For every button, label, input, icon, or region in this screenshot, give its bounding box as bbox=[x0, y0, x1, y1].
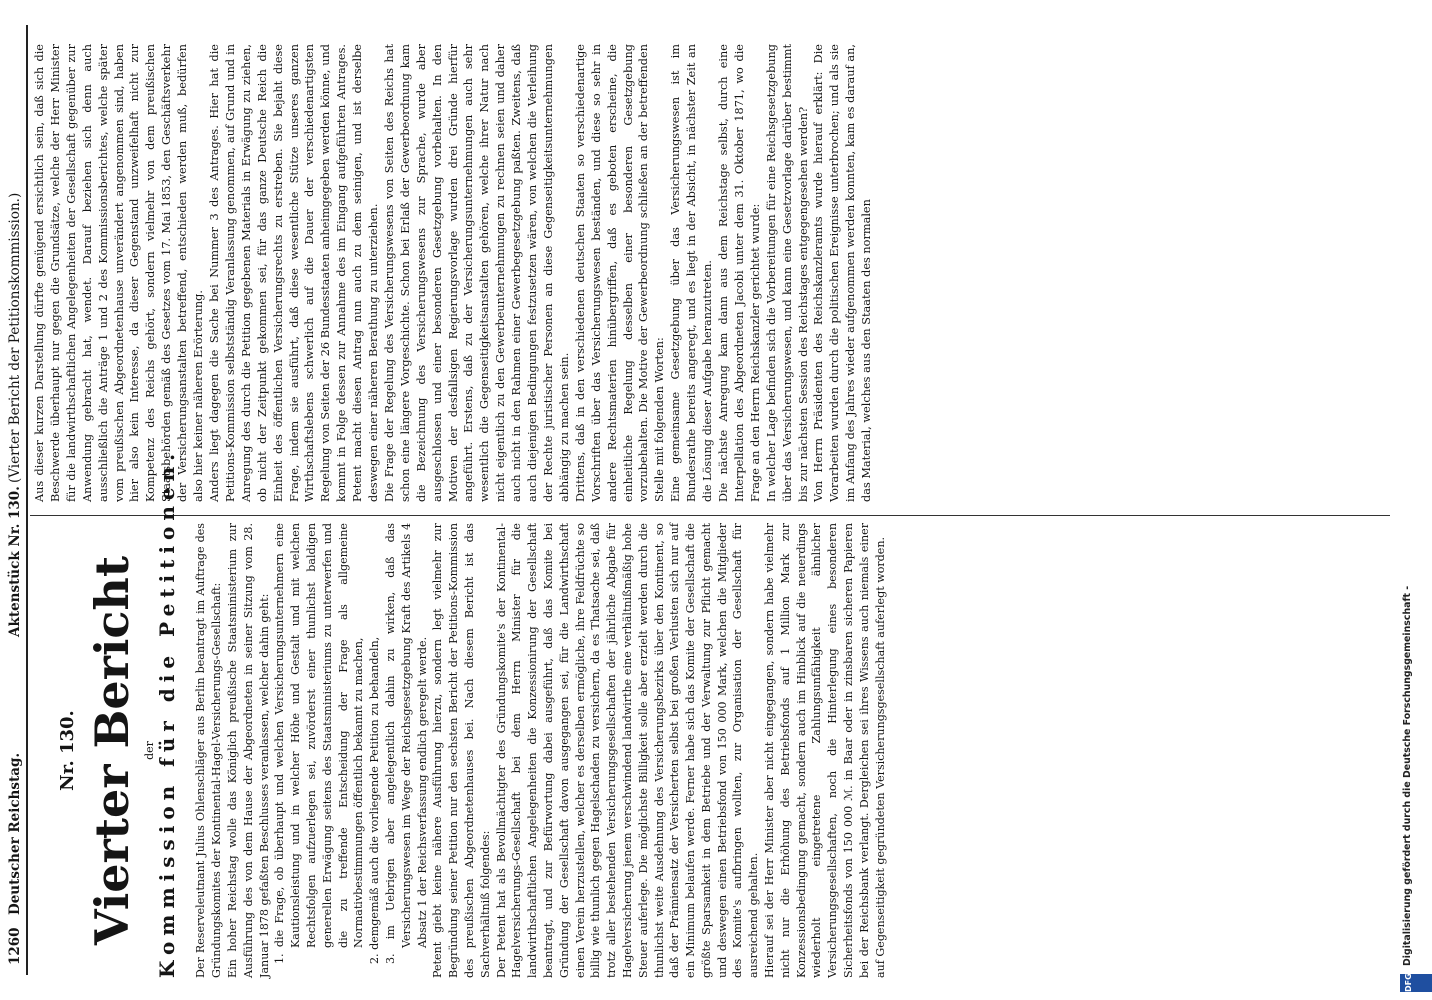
paragraph: Die nächste Anregung kam dann aus dem Reichstage selbst, durch eine Interpellation des Abgeordneten Jacobi unter dem 31. Oktober 1871, wo die Frage an den Herrn Reichskanzler gerichtet wurde: bbox=[716, 44, 762, 502]
doc-subtitle: Kommission für die Petitionen. bbox=[154, 447, 179, 978]
paragraph: Petent giebt keine nähere Ausführung hierzu, sondern legt vielmehr zur Begründung seiner Petition nur den sechsten Bericht der Petitions-Kommission des preußischen Abgeordnetenhauses bei. Nach diesem Bericht ist das Sachverhältniß folgendes: bbox=[431, 523, 492, 978]
publication-title: Deutscher Reichstag. bbox=[7, 752, 23, 915]
doc-number: Nr. 130. bbox=[57, 710, 78, 791]
right-column bbox=[32, 44, 875, 502]
digitization-credit: Digitalisierung gefördert durch die Deutsche Forschungsgemeinschaft - bbox=[1402, 585, 1413, 966]
digitization-footer bbox=[1390, 0, 1432, 1000]
paragraph: Aus dieser kurzen Darstellung dürfte genügend ersichtlich sein, daß sich die Beschwerde überhaupt nur gegen die Grundsätze, welche der Herr Minister für die landwirthschaftlichen Angelegenheiten der Gesellschaft gegenüber zur Anwendung gebracht hat, wendet. Darauf beziehen sich denn auch ausschließlich die Anträge 1 und 2 des Kommissionsberichtes, welche später vom preußischen Abgeordnetenhause unverändert angenommen sind, haben hier also kein Interesse, da dieser Gegenstand unzweifelhaft nicht zur Kompetenz des Reichs gehört, sondern vielmehr von dem preußischen Staatsbehörden gemäß des Gesetzes vom 17. Mai 1853, den Geschäftsverkehr der Versicherungsanstalten betreffend, entschieden werden muß, bedürfen also hier keiner näheren Erörterung. bbox=[33, 44, 206, 502]
paragraph: Von Herrn Präsidenten des Reichskanzleramts wurde hierauf erklärt: Die Vorarbeiten wurden durch die politischen Ereignisse unterbrochen; und als sie im Anfang des Jahres wieder aufgenommen werden konnten, kam es darauf an, das Material, welches aus den Staaten des normalen bbox=[812, 44, 874, 502]
continuation-note: (Vierter Bericht der Petitionskommission.) bbox=[7, 192, 23, 483]
doc-title: Vierter Bericht bbox=[84, 555, 139, 946]
title-connector: der bbox=[142, 741, 156, 760]
paragraph: Drittens, daß in den verschiedenen deutschen Staaten so verschiedenartige Vorschriften über das Versicherungswesen beständen, und diese so sehr in andere Rechtsmaterien hinübergriffen, daß es geboten erscheine, die einheitliche Regelung desselben einer besonderen Gesetzgebung vorzubehalten. Die Motive der Gewerbeordnung schließen an der betreffenden Stelle mit folgenden Worten: bbox=[573, 44, 667, 502]
petition-item: 3. im Uebrigen aber angelegentlich dahin zu wirken, daß das Versicherungswesen im Wege der Reichsgesetzgebung Kraft des Artikels 4 Absatz 1 der Reichsverfassung endlich geregelt werde. bbox=[383, 523, 429, 964]
paragraph: Anders liegt dagegen die Sache bei Nummer 3 des Antrages. Hier hat die Petitions-Kommission selbstständig Veranlassung genommen, auf Grund und in Anregung des durch die Petition gegebenen Materials in Erwägung zu ziehen, ob nicht der Zeitpunkt gekommen sei, für das ganze Deutsche Reich die Einheit des öffentlichen Versicherungsrechts zu erstreben. Sie bejaht diese Frage, indem sie ausführt, daß diese wesentliche Stütze unseres ganzen Wirthschaftslebens schwerlich auf die Dauer der verschiedenartigsten Regelung von Seiten der 26 Bundesstaaten anheimgegeben werden könne, und kommt in Folge dessen zur Annahme des im Eingang aufgeführten Antrages. Petent macht diesen Antrag nun auch zu dem seinigen, und ist derselbe deswegen einer näheren Berathung zu unterziehen. bbox=[207, 44, 381, 502]
quote-paragraph: In welcher Lage befinden sich die Vorbereitungen für eine Reichsgesetzgebung über das Versicherungswesen, und kann eine Gesetzvorlage darüber bestimmt bis zur nächsten Session des Reichstages entgegengesehen werden? bbox=[764, 44, 810, 502]
paragraph: Der Reserveleutnant Julius Ohlenschläger aus Berlin beantragt im Auftrage des Gründungskomites der Kontinental-Hagel-Versicherungs-Gesellschaft: bbox=[194, 523, 224, 978]
petition-item: 1. die Frage, ob überhaupt und welchen Versicherungsunternehmern eine Kautionsleistung und in welcher Höhe und Gestalt und mit welchen Rechtsfolgen aufzuerlegen sei, zuvörderst einer thunlichst baldigen generellen Erwägung seitens des Staatsministeriums zu unterwerfen und die zu treffende Entscheidung der Frage als allgemeine Normativbestimmungen öffentlich bekannt zu machen, bbox=[273, 523, 366, 964]
petition-item: 2. demgemäß auch die vorliegende Petition zu behandeln, bbox=[368, 636, 382, 964]
left-column bbox=[32, 447, 888, 978]
page-number: 1260 bbox=[7, 927, 23, 965]
dfg-logo: DFG bbox=[1400, 974, 1432, 992]
column-divider bbox=[30, 515, 1390, 516]
paragraph: Die Frage der Regelung des Versicherungswesens von Seiten des Reichs hat schon eine längere Vorgeschichte. Schon bei Erlaß der Gewerbeordnung kam die Bezeichnung des Versicherungswesens zur Sprache, wurde aber ausgeschlossen und einer besonderen Gesetzgebung vorbehalten. In den Motiven der desfallsigen Regierungsvorlage wurden drei Gründe hierfür angeführt. Erstens, daß zu der Versicherungsunternehmungen auch sehr wesentlich die Gegenseitigkeitsanstalten gehören, welche ihrer Natur nach nicht eigentlich zu den Gewerbeunternehmungen zu rechnen seien und daher auch nicht in den Rahmen einer Gewerbegesetzgebung paßten. Zweitens, daß auch diejenigen Bedingungen festzusetzen wären, von welchen die Verleihung der Rechte juristischer Personen an diese Gegenseitigkeitsunternehmungen abhängig zu machen sein. bbox=[382, 44, 571, 502]
paragraph: Hierauf sei der Herr Minister aber nicht eingegangen, sondern habe vielmehr nicht nur die Erhöhung des Betriebsfonds auf 1 Million Mark zur Konzessionsbedingung gemacht, sondern auch im Hinblick auf die neuerdings wiederholt eingetretene Zahlungsunfähigkeit ähnlicher Versicherungsgesellschaften, noch die Hinterlegung eines besonderen Sicherheitsfonds von 150 000 ℳ. in Baar oder in zinsbaren sicheren Papieren bei der Reichsbank verlangt. Dergleichen sei ihres Wissens auch niemals einer auf Gegenseitigkeit gegründeten Versicherungsgesellschaft auferlegt worden. bbox=[763, 523, 887, 978]
paragraph: Ein hoher Reichstag wolle das Königlich preußische Staatsministerium zur Ausführung des von dem Hause der Abgeordneten in seiner Sitzung vom 28. Januar 1878 gefaßten Beschlusses veranlassen, welcher dahin geht: bbox=[225, 523, 271, 978]
quote-paragraph: Eine gemeinsame Gesetzgebung über das Versicherungswesen ist im Bundesrathe bereits angeregt, und es liegt in der Absicht, in nächster Zeit an die Lösung dieser Aufgabe heranzutreten. bbox=[669, 44, 715, 502]
paragraph: Der Petent hat als Bevollmächtigter des Gründungskomite's der Kontinental-Hagelversicherungs-Gesellschaft bei dem Herrn Minister für die landwirthschaftlichen Angelegenheiten die Konzessionirung der Gesellschaft beantragt, und zur Befürwortung dabei ausgeführt, daß das Komite bei Gründung der Gesellschaft davon ausgegangen sei, für die Landwirthschaft einen Verein herzustellen, welcher es derselben ermögliche, ihre Feldfrüchte so billig wie thunlich gegen Hagelschaden zu versichern, da es Thatsache sei, daß trotz aller bestehenden Versicherungsgesellschaften der jährliche Abgabe für Hagelversicherung jenem verschwindend landwirthe eine verhältnißmäßig hohe Steuer auferlege. Die möglichste Billigkeit solle aber erzielt werden durch die thunlichst weite Ausdehnung des Versicherungsbezirks über den Kontinent, so daß der Prämiensatz der Versicherten selbst bei großen Verlusten sich nur auf ein Minimum belaufen werde. Ferner habe sich das Komite der Gesellschaft die größte Sparsamkeit in dem Betriebe und der Verwaltung zur Pflicht gemacht und deswegen einen Betriebsfond von 150 000 Mark, welchen die Mitglieder des Komite's aufbringen wollten, zur Organisation der Gesellschaft für ausreichend gehalten. bbox=[494, 523, 761, 978]
document-number: Aktenstück Nr. 130. bbox=[7, 486, 23, 637]
running-header bbox=[4, 25, 28, 975]
